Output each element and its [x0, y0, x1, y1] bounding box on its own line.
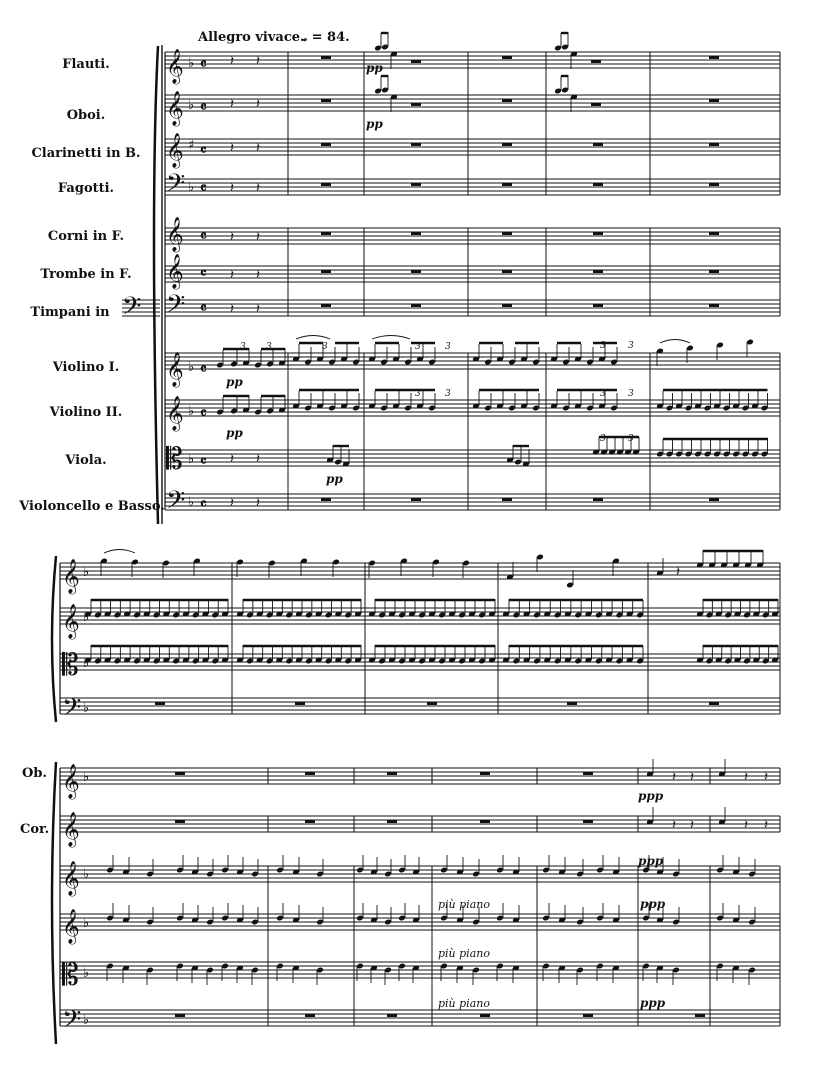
quarter-rest: 𝄽	[256, 97, 260, 112]
staff-lines-layer	[52, 45, 780, 1044]
whole-rest	[321, 232, 331, 235]
slur	[372, 336, 410, 340]
dynamic-viola-ppp: ppp	[640, 996, 666, 1010]
whole-rest	[427, 702, 437, 705]
quarter-rest: 𝄽	[676, 565, 680, 580]
label-fagotti: Fagotti.	[57, 181, 115, 196]
system-brace	[52, 556, 56, 722]
slur	[296, 336, 330, 340]
key-s2-cello: ♭	[83, 701, 90, 716]
quarter-rest: 𝄽	[690, 818, 694, 833]
dynamic-violino1-ppp: ppp	[640, 897, 666, 911]
key-violino2: ♭	[188, 404, 195, 419]
key-clarinetti: ♯	[188, 138, 195, 153]
clef-s2-violino2: 𝄞	[62, 604, 80, 639]
quarter-rest: 𝄽	[230, 141, 234, 156]
time-sig-violino1: 𝄴	[200, 360, 207, 378]
time-sig-trombe: 𝄴	[200, 264, 207, 282]
quarter-rest: 𝄽	[230, 181, 234, 196]
quarter-rest: 𝄽	[256, 181, 260, 196]
whole-rest	[321, 99, 331, 102]
quarter-rest: 𝄽	[256, 302, 260, 317]
whole-rest	[709, 498, 719, 501]
whole-rest	[321, 498, 331, 501]
label-corni: Corni in F.	[47, 229, 125, 244]
whole-rest	[175, 820, 185, 823]
quarter-rest: 𝄽	[764, 770, 768, 785]
quarter-rest: 𝄽	[764, 818, 768, 833]
whole-rest	[593, 183, 603, 186]
label-s3-oboi: Ob.	[22, 766, 47, 781]
key-s2-viola: ♭	[83, 656, 90, 671]
clef-s2-viola: 𝄡	[62, 648, 79, 683]
label-violino1: Violino I.	[52, 360, 120, 375]
whole-rest	[502, 498, 512, 501]
whole-rest	[387, 772, 397, 775]
clef-cello: 𝄢	[166, 486, 186, 521]
key-s3-oboi: ♭	[83, 770, 90, 785]
system-brace	[154, 46, 158, 524]
whole-rest	[709, 702, 719, 705]
whole-rest	[583, 820, 593, 823]
label-s3-corni: Cor.	[20, 822, 50, 837]
quarter-rest: 𝄽	[256, 54, 260, 69]
system-brace	[52, 762, 56, 1044]
whole-rest	[695, 1014, 705, 1017]
label-violino2: Violino II.	[49, 405, 123, 420]
whole-rest	[593, 270, 603, 273]
whole-rest	[591, 103, 601, 106]
whole-rest	[583, 1014, 593, 1017]
time-sig-corni: 𝄴	[200, 227, 207, 245]
whole-rest	[305, 772, 315, 775]
whole-rest	[480, 772, 490, 775]
quarter-rest: 𝄽	[256, 268, 260, 283]
label-viola: Viola.	[65, 453, 107, 468]
key-s3-cello: ♭	[83, 1013, 90, 1028]
expression-violino1-piu-piano: più piano	[438, 898, 490, 911]
quarter-rest: 𝄽	[230, 496, 234, 511]
key-s3-violino1: ♭	[83, 867, 90, 882]
clef-flauti: 𝄞	[166, 49, 184, 84]
time-sig-flauti: 𝄴	[200, 55, 207, 73]
quarter-rest: 𝄽	[672, 818, 676, 833]
key-cello: ♭	[188, 495, 195, 510]
clef-violino2: 𝄞	[166, 396, 184, 431]
quarter-rest: 𝄽	[230, 268, 234, 283]
slur	[104, 550, 135, 554]
triplet-mark: 3	[322, 342, 328, 352]
whole-rest	[583, 772, 593, 775]
clef-oboi: 𝄞	[166, 91, 184, 126]
whole-rest	[709, 143, 719, 146]
clef-violino1: 𝄞	[166, 352, 184, 387]
slur	[660, 340, 690, 344]
whole-rest	[321, 143, 331, 146]
whole-rest	[593, 498, 603, 501]
whole-rest	[387, 1014, 397, 1017]
whole-rest	[502, 99, 512, 102]
whole-rest	[175, 1014, 185, 1017]
whole-rest	[502, 270, 512, 273]
whole-rest	[502, 56, 512, 59]
whole-rest	[321, 270, 331, 273]
whole-rest	[305, 1014, 315, 1017]
quarter-rest: 𝄽	[256, 141, 260, 156]
triplet-mark: 3	[445, 389, 451, 399]
clef-s3-cello: 𝄢	[62, 1005, 82, 1040]
tempo-marking: Allegro vivace.	[198, 30, 305, 45]
whole-rest	[502, 143, 512, 146]
triplet-mark: 3	[415, 389, 421, 399]
quarter-rest: 𝄽	[230, 54, 234, 69]
whole-rest	[321, 183, 331, 186]
dynamic-flauti-pp: pp	[366, 61, 383, 75]
clef-corni: 𝄞	[166, 217, 184, 252]
clef-timpani-tuning: 𝄢	[122, 292, 142, 327]
triplet-mark: 3	[600, 341, 606, 351]
whole-rest	[480, 820, 490, 823]
clef-s3-violino1: 𝄞	[62, 861, 80, 896]
time-sig-violino2: 𝄴	[200, 404, 207, 422]
quarter-rest: 𝄽	[744, 770, 748, 785]
clef-viola: 𝄡	[166, 442, 183, 477]
triplet-mark: 3	[240, 342, 246, 352]
triplet-mark: 3	[628, 389, 634, 399]
whole-rest	[709, 232, 719, 235]
time-sig-oboi: 𝄴	[200, 98, 207, 116]
whole-rest	[305, 820, 315, 823]
expression-viola-piu-piano: più piano	[438, 997, 490, 1010]
clef-s3-violino2: 𝄞	[62, 909, 80, 944]
whole-rest	[709, 304, 719, 307]
quarter-rest: 𝄽	[256, 496, 260, 511]
whole-rest	[502, 304, 512, 307]
clef-s2-violino1: 𝄞	[62, 559, 80, 594]
label-trombe: Trombe in F.	[40, 267, 132, 282]
clef-s3-oboi: 𝄞	[62, 764, 80, 799]
whole-rest	[411, 232, 421, 235]
whole-rest	[411, 60, 421, 63]
whole-rest	[709, 183, 719, 186]
triplet-mark: 3	[600, 434, 606, 444]
quarter-rest: 𝄽	[744, 818, 748, 833]
whole-rest	[387, 820, 397, 823]
whole-rest	[709, 270, 719, 273]
clef-clarinetti: 𝄞	[166, 133, 184, 168]
dynamic-viola-pp: pp	[326, 472, 343, 486]
whole-rest	[411, 270, 421, 273]
key-s3-viola: ♭	[83, 966, 90, 981]
whole-rest	[480, 1014, 490, 1017]
dynamic-oboi-pp: pp	[366, 117, 383, 131]
whole-rest	[321, 304, 331, 307]
triplet-mark: 3	[600, 389, 606, 399]
whole-rest	[593, 232, 603, 235]
metronome-marking: 𝅗 = 84.	[303, 30, 350, 45]
triplet-mark: 3	[628, 434, 634, 444]
key-flauti: ♭	[188, 56, 195, 71]
whole-rest	[593, 304, 603, 307]
key-s3-violino2: ♭	[83, 916, 90, 931]
time-sig-cello: 𝄴	[200, 495, 207, 513]
whole-rest	[591, 60, 601, 63]
triplet-mark: 3	[628, 341, 634, 351]
label-cello: Violoncello e Basso.	[19, 499, 165, 514]
whole-rest	[155, 702, 165, 705]
dynamic-oboi-ppp: ppp	[638, 789, 664, 803]
time-sig-viola: 𝄴	[200, 452, 207, 470]
key-oboi: ♭	[188, 98, 195, 113]
clef-s2-cello: 𝄢	[62, 693, 82, 728]
whole-rest	[411, 498, 421, 501]
quarter-rest: 𝄽	[672, 770, 676, 785]
key-viola: ♭	[188, 452, 195, 467]
whole-rest	[502, 183, 512, 186]
whole-rest	[411, 304, 421, 307]
whole-rest	[502, 232, 512, 235]
whole-rest	[411, 143, 421, 146]
clef-fagotti: 𝄢	[166, 169, 186, 204]
key-fagotti: ♭	[188, 180, 195, 195]
quarter-rest: 𝄽	[230, 97, 234, 112]
whole-rest	[295, 702, 305, 705]
triplet-mark: 3	[415, 342, 421, 352]
key-violino1: ♭	[188, 360, 195, 375]
whole-rest	[411, 103, 421, 106]
quarter-rest: 𝄽	[690, 770, 694, 785]
label-oboi: Oboi.	[66, 108, 106, 123]
whole-rest	[593, 143, 603, 146]
label-clarinetti: Clarinetti in B.	[31, 146, 141, 161]
quarter-rest: 𝄽	[230, 452, 234, 467]
clef-timpani: 𝄢	[166, 290, 186, 325]
clef-s3-corni: 𝄞	[62, 812, 80, 847]
key-s2-violino1: ♭	[83, 565, 90, 580]
dynamic-violino2-pp: pp	[226, 426, 243, 440]
time-sig-clarinetti: 𝄴	[200, 141, 207, 159]
triplet-mark: 3	[445, 342, 451, 352]
whole-rest	[321, 56, 331, 59]
whole-rest	[175, 772, 185, 775]
dynamic-violino1-pp: pp	[226, 375, 243, 389]
clef-trombe: 𝄞	[166, 254, 184, 289]
dynamic-corni-ppp: ppp	[638, 854, 664, 868]
triplet-mark: 3	[266, 342, 272, 352]
whole-rest	[567, 702, 577, 705]
quarter-rest: 𝄽	[230, 230, 234, 245]
whole-rest	[709, 99, 719, 102]
time-sig-timpani: 𝄴	[200, 299, 207, 317]
expression-violino2-piu-piano: più piano	[438, 947, 490, 960]
key-s2-violino2: ♭	[83, 610, 90, 625]
quarter-rest: 𝄽	[230, 302, 234, 317]
clef-s3-viola: 𝄡	[62, 958, 79, 993]
whole-rest	[411, 183, 421, 186]
quarter-rest: 𝄽	[256, 230, 260, 245]
label-timpani: Timpani in	[30, 305, 110, 320]
time-sig-fagotti: 𝄴	[200, 179, 207, 197]
quarter-rest: 𝄽	[256, 452, 260, 467]
label-flauti: Flauti.	[62, 57, 110, 72]
whole-rest	[709, 56, 719, 59]
